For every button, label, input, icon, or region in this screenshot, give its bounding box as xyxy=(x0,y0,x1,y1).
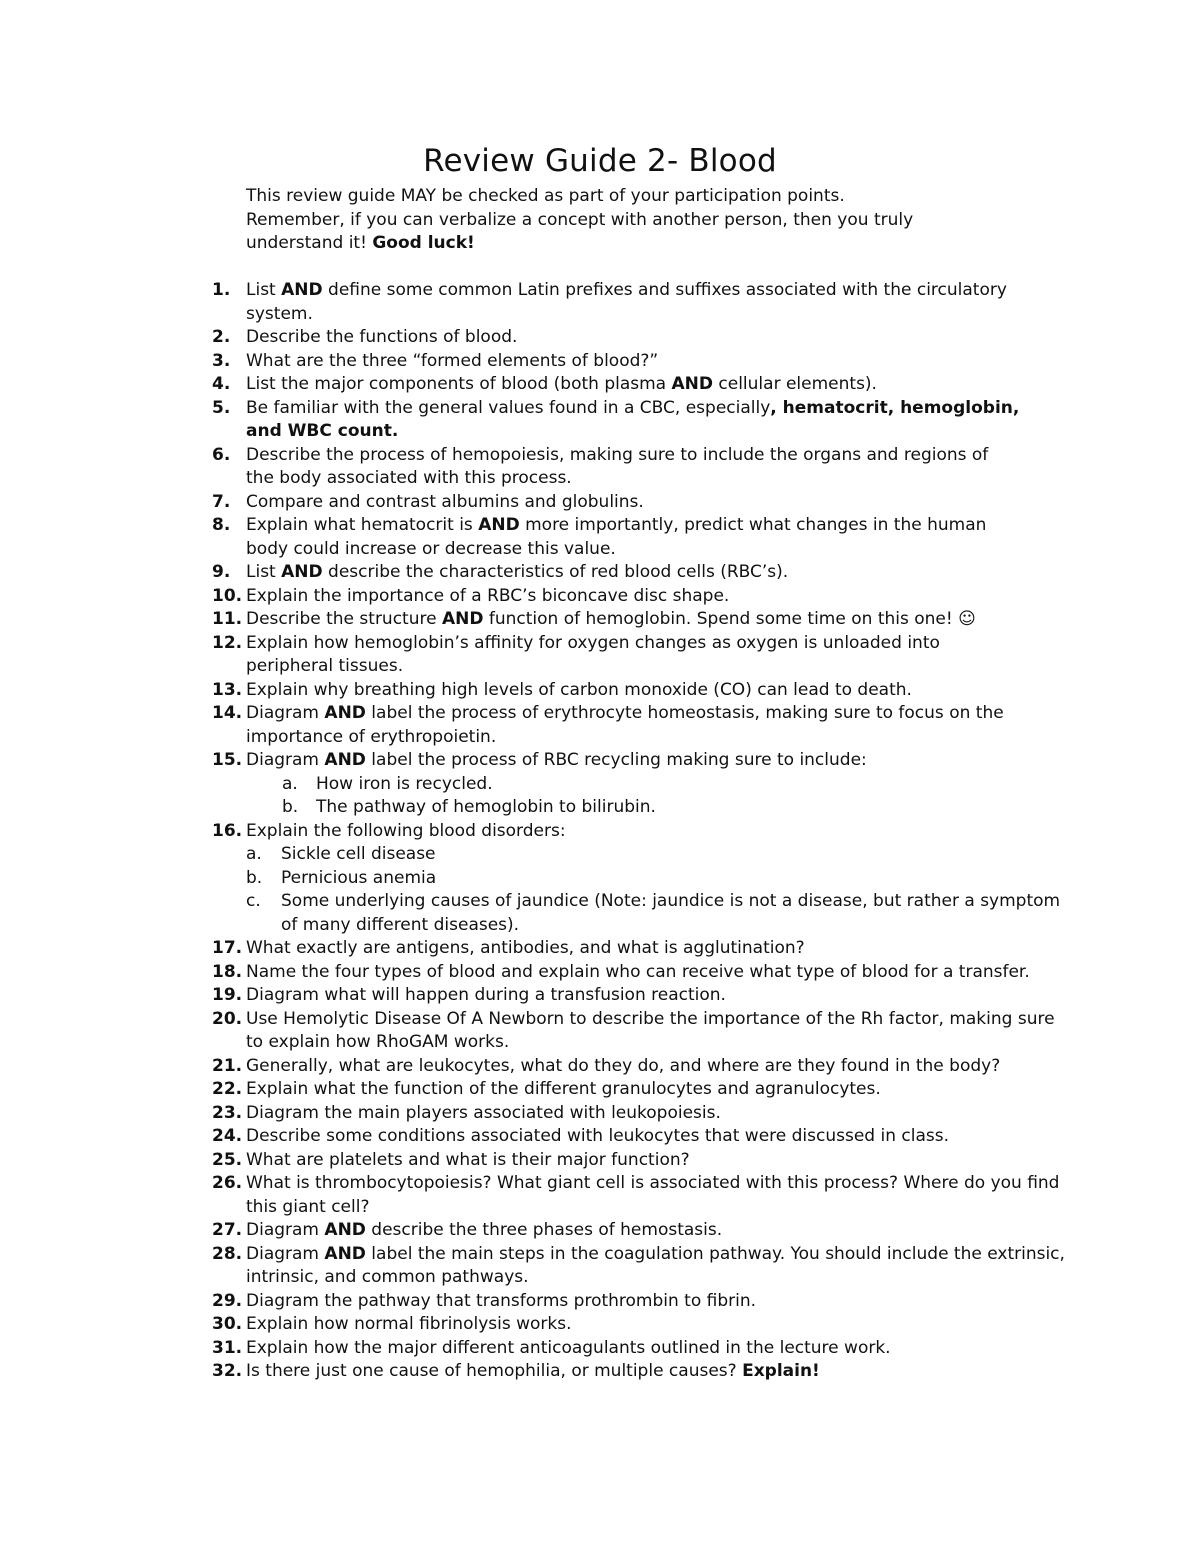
question-item xyxy=(0,1360,1200,1384)
question-number: 26. xyxy=(212,1173,243,1193)
question-text: cellular elements). xyxy=(713,374,877,394)
question-text: the body associated with this process. xyxy=(246,468,572,488)
question-number: 8. xyxy=(212,515,231,535)
question-number: 3. xyxy=(212,350,231,371)
emphasis-text: AND xyxy=(324,1243,366,1264)
sub-item-text: Some underlying causes of jaundice (Note: jaundice is not a disease, but rather a symptom xyxy=(281,891,1061,911)
question-number: 17. xyxy=(212,938,243,958)
sub-item-text: Sickle cell disease xyxy=(281,844,436,864)
question-number: 15. xyxy=(212,750,243,770)
question-text: Is there just one cause of hemophilia, or multiple causes? xyxy=(246,1361,743,1381)
question-text: Diagram xyxy=(246,703,325,723)
sub-item-text: of many different diseases). xyxy=(281,914,520,935)
question-text: Explain why breathing high levels of carbon monoxide (CO) can lead to death. xyxy=(246,679,912,700)
sub-item xyxy=(0,796,1200,820)
question-number: 19. xyxy=(212,985,243,1005)
question-item xyxy=(0,702,1200,749)
question-item xyxy=(0,820,1200,844)
question-text: Explain the following blood disorders: xyxy=(246,820,566,841)
sub-item-text: The pathway of hemoglobin to bilirubin. xyxy=(316,797,656,817)
question-list xyxy=(0,279,1200,1384)
question-number: 24. xyxy=(212,1126,243,1146)
question-number: 2. xyxy=(212,327,231,347)
question-text: What exactly are antigens, antibodies, and what is agglutination? xyxy=(246,938,805,958)
question-item xyxy=(0,350,1200,374)
question-number: 18. xyxy=(212,961,243,982)
emphasis-text: Explain! xyxy=(742,1361,820,1381)
question-number: 23. xyxy=(212,1102,243,1123)
question-item xyxy=(0,749,1200,773)
question-text: Describe the structure xyxy=(246,609,442,629)
question-item xyxy=(0,1102,1200,1126)
sub-item-letter: a. xyxy=(246,844,262,864)
question-text: Explain what hematocrit is xyxy=(246,515,479,535)
question-text: Explain the importance of a RBC’s biconcave disc shape. xyxy=(246,585,730,606)
question-text: body could increase or decrease this value. xyxy=(246,538,616,559)
question-item xyxy=(0,444,1200,491)
question-text: Explain what the function of the different granulocytes and agranulocytes. xyxy=(246,1079,881,1099)
question-item xyxy=(0,1055,1200,1079)
sub-item xyxy=(0,867,1200,891)
question-item xyxy=(0,632,1200,679)
question-number: 14. xyxy=(212,703,243,723)
question-text: this giant cell? xyxy=(246,1196,370,1217)
question-text: function of hemoglobin. Spend some time on this one! ☺ xyxy=(483,609,976,629)
question-text: Describe some conditions associated with leukocytes that were discussed in class. xyxy=(246,1126,949,1146)
question-number: 21. xyxy=(212,1055,243,1076)
intro-text: understand it! xyxy=(246,233,373,253)
question-text: label the process of erythrocyte homeostasis, making sure to focus on the xyxy=(365,703,1004,723)
sub-item-letter: c. xyxy=(246,891,261,911)
question-number: 30. xyxy=(212,1314,243,1334)
emphasis-text: AND xyxy=(281,280,323,300)
question-item xyxy=(0,937,1200,961)
question-text: Explain how the major different anticoagulants outlined in the lecture work. xyxy=(246,1337,891,1358)
good-luck-text: Good luck! xyxy=(372,233,475,253)
question-text: to explain how RhoGAM works. xyxy=(246,1032,510,1052)
page-title: Review Guide 2- Blood xyxy=(423,143,777,179)
sub-item-text: How iron is recycled. xyxy=(316,773,493,794)
question-item xyxy=(0,561,1200,585)
question-text: describe the characteristics of red blood cells (RBC’s). xyxy=(322,562,789,582)
emphasis-text: AND xyxy=(324,703,366,723)
question-item xyxy=(0,679,1200,703)
question-item xyxy=(0,585,1200,609)
question-number: 20. xyxy=(212,1008,243,1029)
sub-item-letter: b. xyxy=(282,797,299,817)
question-item xyxy=(0,1125,1200,1149)
intro-line: Remember, if you can verbalize a concept with another person, then you truly xyxy=(246,209,914,230)
question-item xyxy=(0,1008,1200,1055)
question-text: importance of erythropoietin. xyxy=(246,726,497,747)
question-text: label the process of RBC recycling making sure to include: xyxy=(365,750,867,770)
sub-item-letter: b. xyxy=(246,867,263,888)
question-text: Diagram xyxy=(246,750,325,770)
question-item xyxy=(0,984,1200,1008)
question-text: Diagram xyxy=(246,1243,325,1264)
question-text: define some common Latin prefixes and suffixes associated with the circulatory xyxy=(322,280,1007,300)
intro-line xyxy=(246,232,1006,256)
question-item xyxy=(0,326,1200,350)
question-text: What are the three “formed elements of blood?” xyxy=(246,350,659,371)
question-text: Describe the process of hemopoiesis, making sure to include the organs and regions of xyxy=(246,444,989,465)
question-number: 9. xyxy=(212,562,231,582)
sub-item xyxy=(0,843,1200,867)
question-text: system. xyxy=(246,303,313,324)
question-text: more importantly, predict what changes in the human xyxy=(519,515,987,535)
question-text: intrinsic, and common pathways. xyxy=(246,1267,529,1287)
question-text: label the main steps in the coagulation pathway. You should include the extrinsic, xyxy=(365,1243,1065,1264)
question-item xyxy=(0,961,1200,985)
question-item xyxy=(0,397,1200,444)
question-text: Diagram xyxy=(246,1220,325,1240)
question-number: 16. xyxy=(212,820,243,841)
question-number: 13. xyxy=(212,679,243,700)
sub-item-letter: a. xyxy=(282,773,298,794)
question-item xyxy=(0,1243,1200,1290)
question-item xyxy=(0,608,1200,632)
question-number: 28. xyxy=(212,1243,243,1264)
question-item xyxy=(0,373,1200,397)
intro-line: This review guide MAY be checked as part of your participation points. xyxy=(246,186,845,206)
question-text: List xyxy=(246,280,282,300)
question-number: 5. xyxy=(212,397,231,418)
question-number: 29. xyxy=(212,1290,243,1311)
sub-item xyxy=(0,773,1200,797)
question-number: 12. xyxy=(212,632,243,653)
sub-item xyxy=(0,890,1200,937)
intro-paragraph xyxy=(246,185,1006,256)
question-number: 1. xyxy=(212,280,231,300)
question-item xyxy=(0,1219,1200,1243)
question-number: 27. xyxy=(212,1220,243,1240)
question-number: 7. xyxy=(212,491,231,512)
question-item xyxy=(0,1313,1200,1337)
question-text: Compare and contrast albumins and globulins. xyxy=(246,491,644,512)
question-item xyxy=(0,1290,1200,1314)
question-number: 22. xyxy=(212,1079,243,1099)
emphasis-text: and WBC count. xyxy=(246,421,399,441)
question-text: Use Hemolytic Disease Of A Newborn to describe the importance of the Rh factor, making sure xyxy=(246,1008,1055,1029)
question-text: List the major components of blood (both plasma xyxy=(246,374,672,394)
question-item xyxy=(0,1172,1200,1219)
question-text: What are platelets and what is their major function? xyxy=(246,1149,690,1170)
question-text: Be familiar with the general values found in a CBC, especially xyxy=(246,397,771,418)
question-item xyxy=(0,1337,1200,1361)
question-text: What is thrombocytopoiesis? What giant cell is associated with this process? Where do you find xyxy=(246,1173,1060,1193)
emphasis-text: AND xyxy=(324,1220,366,1240)
emphasis-text: AND xyxy=(281,562,323,582)
question-number: 11. xyxy=(212,609,243,629)
question-number: 4. xyxy=(212,374,231,394)
question-text: describe the three phases of hemostasis. xyxy=(365,1220,723,1240)
question-text: Diagram the pathway that transforms prothrombin to fibrin. xyxy=(246,1290,757,1311)
emphasis-text: , hematocrit, hemoglobin, xyxy=(770,397,1020,418)
question-text: Describe the functions of blood. xyxy=(246,327,518,347)
question-item xyxy=(0,514,1200,561)
emphasis-text: AND xyxy=(478,515,520,535)
emphasis-text: AND xyxy=(671,374,713,394)
question-item xyxy=(0,279,1200,326)
question-text: Explain how hemoglobin’s affinity for oxygen changes as oxygen is unloaded into xyxy=(246,632,940,653)
emphasis-text: AND xyxy=(324,750,366,770)
question-number: 10. xyxy=(212,585,243,606)
emphasis-text: AND xyxy=(441,609,484,629)
question-text: Explain how normal fibrinolysis works. xyxy=(246,1314,572,1334)
question-text: List xyxy=(246,562,282,582)
question-item xyxy=(0,1078,1200,1102)
question-text: Name the four types of blood and explain who can receive what type of blood for a transfer. xyxy=(246,961,1030,982)
question-number: 31. xyxy=(212,1337,243,1358)
question-text: Diagram what will happen during a transfusion reaction. xyxy=(246,985,726,1005)
question-text: peripheral tissues. xyxy=(246,656,404,676)
question-number: 25. xyxy=(212,1149,243,1170)
question-item xyxy=(0,491,1200,515)
sub-item-text: Pernicious anemia xyxy=(281,867,437,888)
question-text: Generally, what are leukocytes, what do they do, and where are they found in the body? xyxy=(246,1055,1001,1076)
question-number: 6. xyxy=(212,444,231,465)
question-item xyxy=(0,1149,1200,1173)
question-number: 32. xyxy=(212,1361,243,1381)
question-text: Diagram the main players associated with leukopoiesis. xyxy=(246,1102,721,1123)
